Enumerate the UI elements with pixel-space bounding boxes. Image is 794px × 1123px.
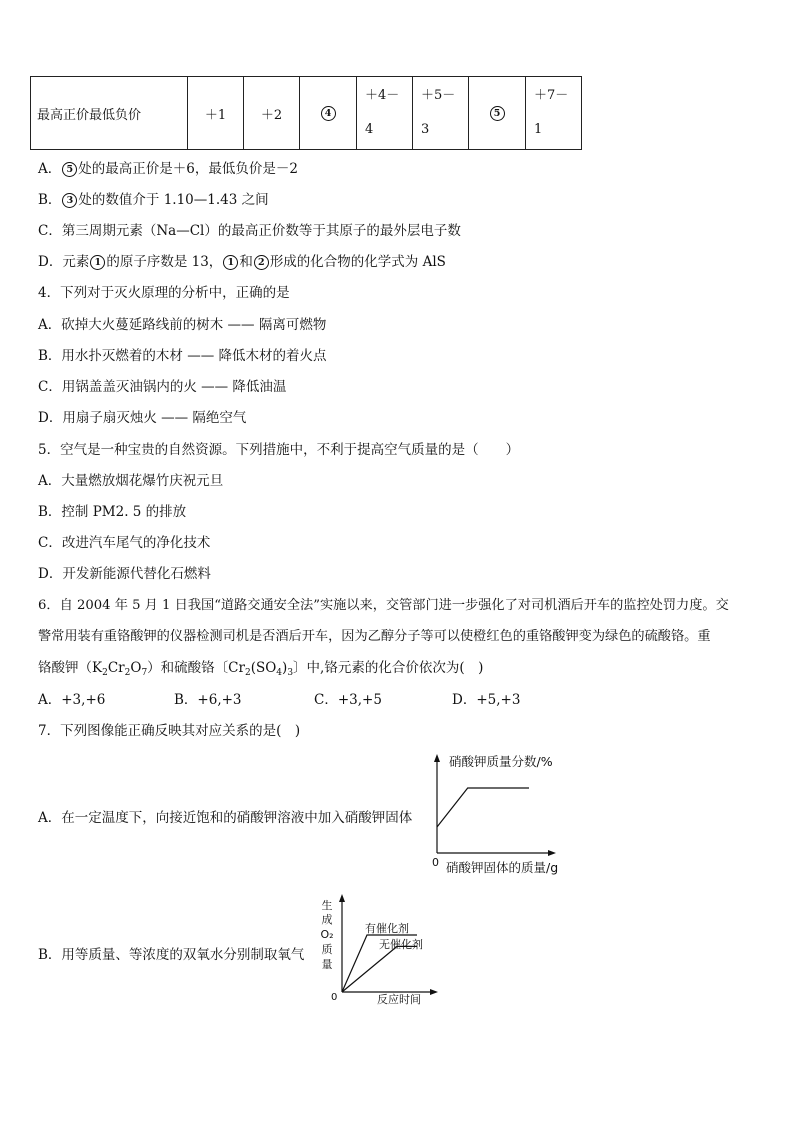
- q5-option-a: A．大量燃放烟花爆竹庆祝元旦: [38, 473, 224, 489]
- y-axis-arrow: [434, 754, 440, 762]
- y-axis-label-char: 质: [321, 943, 333, 956]
- table-cell: ＋5－ 3: [413, 77, 469, 150]
- q6-line-1: 6．自 2004 年 5 月 1 日我国“道路交通安全法”实施以来，交管部门进一步强化了对司机酒后开车的监控处罚力度。交: [38, 598, 729, 613]
- x-axis-arrow: [430, 989, 438, 995]
- circled-number-5: 5: [62, 162, 77, 177]
- series-line: [437, 788, 529, 827]
- q3-option-d: D．元素 1 的原子序数是 13， 1 和 2 形成的化合物的化学式为 AlS: [38, 254, 446, 270]
- chart-a: [425, 748, 595, 880]
- origin-label: 0: [331, 992, 338, 1003]
- q3-option-a: A． 5 处的最高正价是＋6，最低负价是－2: [38, 161, 298, 177]
- table-cell: ＋4－ 4: [357, 77, 413, 150]
- table-row: [31, 77, 582, 150]
- chart-b: [315, 890, 445, 1010]
- y-axis-label: 硝酸钾质量分数/%: [449, 754, 553, 769]
- circled-number-3: 3: [62, 193, 77, 208]
- q4-stem: 4．下列对于灭火原理的分析中，正确的是: [38, 285, 290, 301]
- circled-number-1: 1: [223, 255, 238, 270]
- q5-option-d: D．开发新能源代替化石燃料: [38, 566, 211, 582]
- x-axis-label: 反应时间: [377, 993, 421, 1006]
- y-axis-label-char: 生: [321, 899, 333, 912]
- q4-option-d: D．用扇子扇灭烛火 —— 隔绝空气: [38, 410, 247, 426]
- row-label: 最高正价最低负价: [31, 77, 188, 150]
- q4-option-b: B．用水扑灭燃着的木材 —— 降低木材的着火点: [38, 348, 327, 364]
- x-axis-arrow: [548, 850, 556, 856]
- table-cell: [469, 77, 526, 150]
- q5-option-b: B．控制 PM2. 5 的排放: [38, 504, 187, 520]
- q6-option-b: B．+6,+3: [174, 692, 242, 708]
- y-axis-label-char: 量: [321, 958, 333, 971]
- q7-stem: 7．下列图像能正确反映其对应关系的是( ): [38, 723, 301, 739]
- valence-table: [30, 76, 582, 150]
- origin-label: 0: [432, 856, 439, 869]
- q4-option-c: C．用锅盖盖灭油锅内的火 —— 降低油温: [38, 379, 287, 395]
- q6-option-a: A．+3,+6: [38, 692, 106, 708]
- series-line-without-catalyst: [342, 946, 417, 992]
- q5-stem: 5．空气是一种宝贵的自然资源。下列措施中，不利于提高空气质量的是（ ）: [38, 442, 520, 458]
- table-cell: ＋7－ 1: [526, 77, 582, 150]
- table-cell: ＋2: [244, 77, 300, 150]
- circled-number-1: 1: [90, 255, 105, 270]
- table-cell: ＋1: [188, 77, 244, 150]
- q6-line-2: 警常用装有重铬酸钾的仪器检测司机是否酒后开车，因为乙醇分子等可以使橙红色的重铬酸钾变为绿色的硫酸铬。重: [38, 629, 711, 644]
- q7-option-b-text: B．用等质量、等浓度的双氧水分别制取氧气: [38, 947, 305, 963]
- y-axis-arrow: [339, 894, 345, 902]
- circled-number-2: 2: [254, 255, 269, 270]
- circled-number-4: 4: [321, 106, 336, 121]
- q4-option-a: A．砍掉大火蔓延路线前的树木 —— 隔离可燃物: [38, 317, 327, 333]
- q5-option-c: C．改进汽车尾气的净化技术: [38, 535, 211, 551]
- q6-line-3: 铬酸钾$(K_2Cr_2O_7)$和硫酸铬〔$Cr_2(SO_4)_3$〕中,铬元素的化合价依次为( ): [38, 660, 484, 678]
- table-cell: [300, 77, 357, 150]
- series-label-without-catalyst: 无催化剂: [379, 938, 423, 951]
- q3-option-b: B． 3 处的数值介于 1.10—1.43 之间: [38, 192, 269, 208]
- y-axis-label-char: O₂: [320, 928, 334, 941]
- q6-option-c: C．+3,+5: [314, 692, 382, 708]
- q6-option-d: D．+5,+3: [452, 692, 521, 708]
- y-axis-label-char: 成: [321, 913, 333, 926]
- q3-option-c: C．第三周期元素（Na—Cl）的最高正价数等于其原子的最外层电子数: [38, 223, 461, 239]
- series-label-with-catalyst: 有催化剂: [365, 922, 409, 935]
- x-axis-label: 硝酸钾固体的质量/g: [446, 860, 559, 875]
- circled-number-5: 5: [490, 106, 505, 121]
- q7-option-a-text: A．在一定温度下，向接近饱和的硝酸钾溶液中加入硝酸钾固体: [38, 810, 413, 826]
